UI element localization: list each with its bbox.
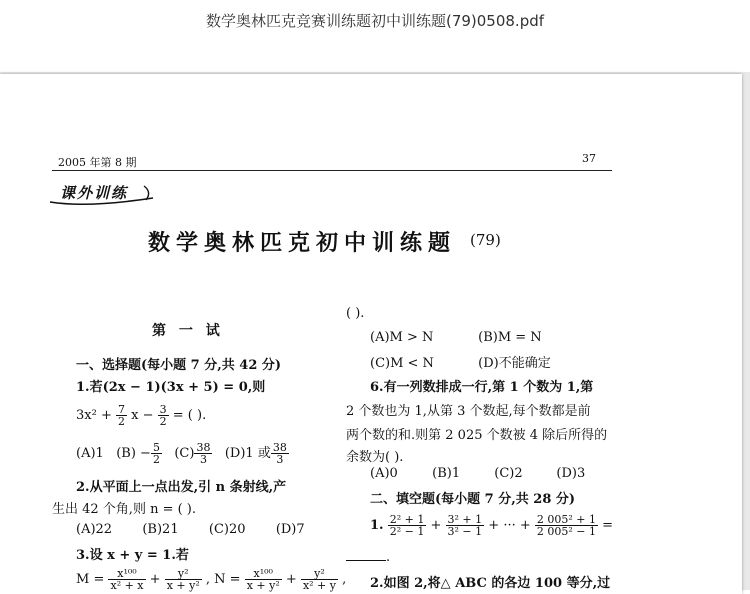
section-tag: 课外训练 <box>60 184 129 202</box>
issue-label: 2005 年第 8 期 <box>58 156 137 169</box>
q3-expression <box>76 568 346 591</box>
answer-blank <box>346 548 386 561</box>
q1-stem <box>76 376 265 395</box>
fill1-answer-line <box>346 548 390 565</box>
q6-line3: 两个数的和.则第 2 025 个数被 4 除后所得的 <box>346 428 608 443</box>
q3-end: , <box>342 572 347 587</box>
equals-sign: = <box>602 518 614 533</box>
fraction: $\frac{\text{x¹⁰⁰}}{\text{x² + x}}$ <box>110 567 144 592</box>
fraction: $\frac{\text{y²}}{\text{x² + y}}$ <box>302 567 336 592</box>
q2-option-d: (D)7 <box>275 522 305 537</box>
q3-stem: 3.设 x + y = 1.若 <box>76 548 189 563</box>
q2-line1: 2.从平面上一点出发,引 n 条射线,产 <box>76 480 287 495</box>
fraction: $\frac{\text{2² + 1}}{\text{2² − 1}}$ <box>389 513 425 538</box>
q6-option-b: (B)1 <box>432 466 461 481</box>
q1-expression <box>76 404 206 427</box>
q1-expr-post: = ( ). <box>172 408 207 423</box>
fraction: $\frac{38}{3}$ <box>196 441 211 466</box>
q6-option-a: (A)0 <box>370 466 398 481</box>
q3-options-row1 <box>370 330 542 345</box>
q6-line2: 2 个数也为 1,从第 3 个数起,每个数都是前 <box>346 404 591 419</box>
exam-section-heading: 第 一 试 <box>152 323 224 339</box>
q1-expr-pre: 3x² + <box>76 408 112 423</box>
fill1-expression <box>370 514 613 537</box>
fraction: $\frac{38}{3}$ <box>272 441 287 466</box>
part2-heading: 二、填空题(每小题 7 分,共 28 分) <box>370 492 576 507</box>
fill1-tail: . <box>386 550 391 565</box>
q1-text: 1.若(2x − 1)(3x + 5) = 0,则 <box>76 380 266 395</box>
q6-option-c: (C)2 <box>494 466 523 481</box>
ellipsis-sum: + ··· + <box>488 518 531 533</box>
q6-line4: 余数为( ). <box>346 450 404 465</box>
pdf-page <box>0 74 742 594</box>
q1-expr-mid: x − <box>131 408 154 423</box>
fraction: $\frac{\text{y²}}{\text{x + y²}}$ <box>166 567 200 592</box>
q1-option-a: (A)1 <box>76 446 104 461</box>
fraction: $\frac{\text{2 005² + 1}}{\text{2 005² − 1}}$ <box>536 513 596 538</box>
page-viewport[interactable] <box>0 72 750 590</box>
q3-n: , N = <box>205 572 241 587</box>
q1-option-b: (B) − <box>116 446 151 461</box>
fraction: $\frac{7}{2}$ <box>117 403 125 428</box>
q6-option-d: (D)3 <box>556 466 586 481</box>
paper-title-number: (79) <box>470 231 501 249</box>
q3-m: M = <box>76 572 105 587</box>
q3-continuation: ( ). <box>346 306 365 321</box>
q3-option-c: (C)M < N <box>370 356 434 371</box>
q3-option-d: (D)不能确定 <box>478 356 551 371</box>
part1-heading: 一、选择题(每小题 7 分,共 42 分) <box>76 358 282 373</box>
q2-option-a: (A)22 <box>76 522 113 537</box>
header-rule <box>52 170 612 171</box>
q1-options <box>76 442 289 465</box>
q2-option-c: (C)20 <box>208 522 246 537</box>
fill2-line1: 2.如图 2,将△ ABC 的各边 100 等分,过 <box>370 576 611 591</box>
viewer-header <box>0 0 750 72</box>
q2-options <box>76 522 305 537</box>
paper-title: 数学奥林匹克初中训练题 <box>148 230 457 256</box>
q2-line2: 生出 42 个角,则 n = ( ). <box>52 502 197 517</box>
fill1-number: 1. <box>370 518 384 533</box>
page-number: 37 <box>582 152 596 165</box>
q3-options-row2 <box>370 352 551 371</box>
q1-option-d: (D)1 或 <box>224 446 271 461</box>
q1-option-c: (C) <box>174 446 195 461</box>
fraction: $\frac{3}{2}$ <box>159 403 167 428</box>
fraction: $\frac{\text{3² + 1}}{\text{3² − 1}}$ <box>447 513 483 538</box>
q6-line1: 6.有一列数排成一行,第 1 个数为 1,第 <box>370 380 594 395</box>
q3-option-a: (A)M > N <box>370 330 434 345</box>
fraction: $\frac{5}{2}$ <box>152 441 160 466</box>
plus-sign: + <box>149 572 161 587</box>
q2-option-b: (B)21 <box>142 522 179 537</box>
fraction: $\frac{\text{x¹⁰⁰}}{\text{x + y²}}$ <box>246 567 280 592</box>
q3-option-b: (B)M = N <box>478 330 542 345</box>
q6-options <box>370 466 585 481</box>
plus-sign: + <box>430 518 442 533</box>
document-title: 数学奥林匹克竞赛训练题初中训练题(79)0508.pdf <box>205 12 545 30</box>
plus-sign: + <box>285 572 297 587</box>
